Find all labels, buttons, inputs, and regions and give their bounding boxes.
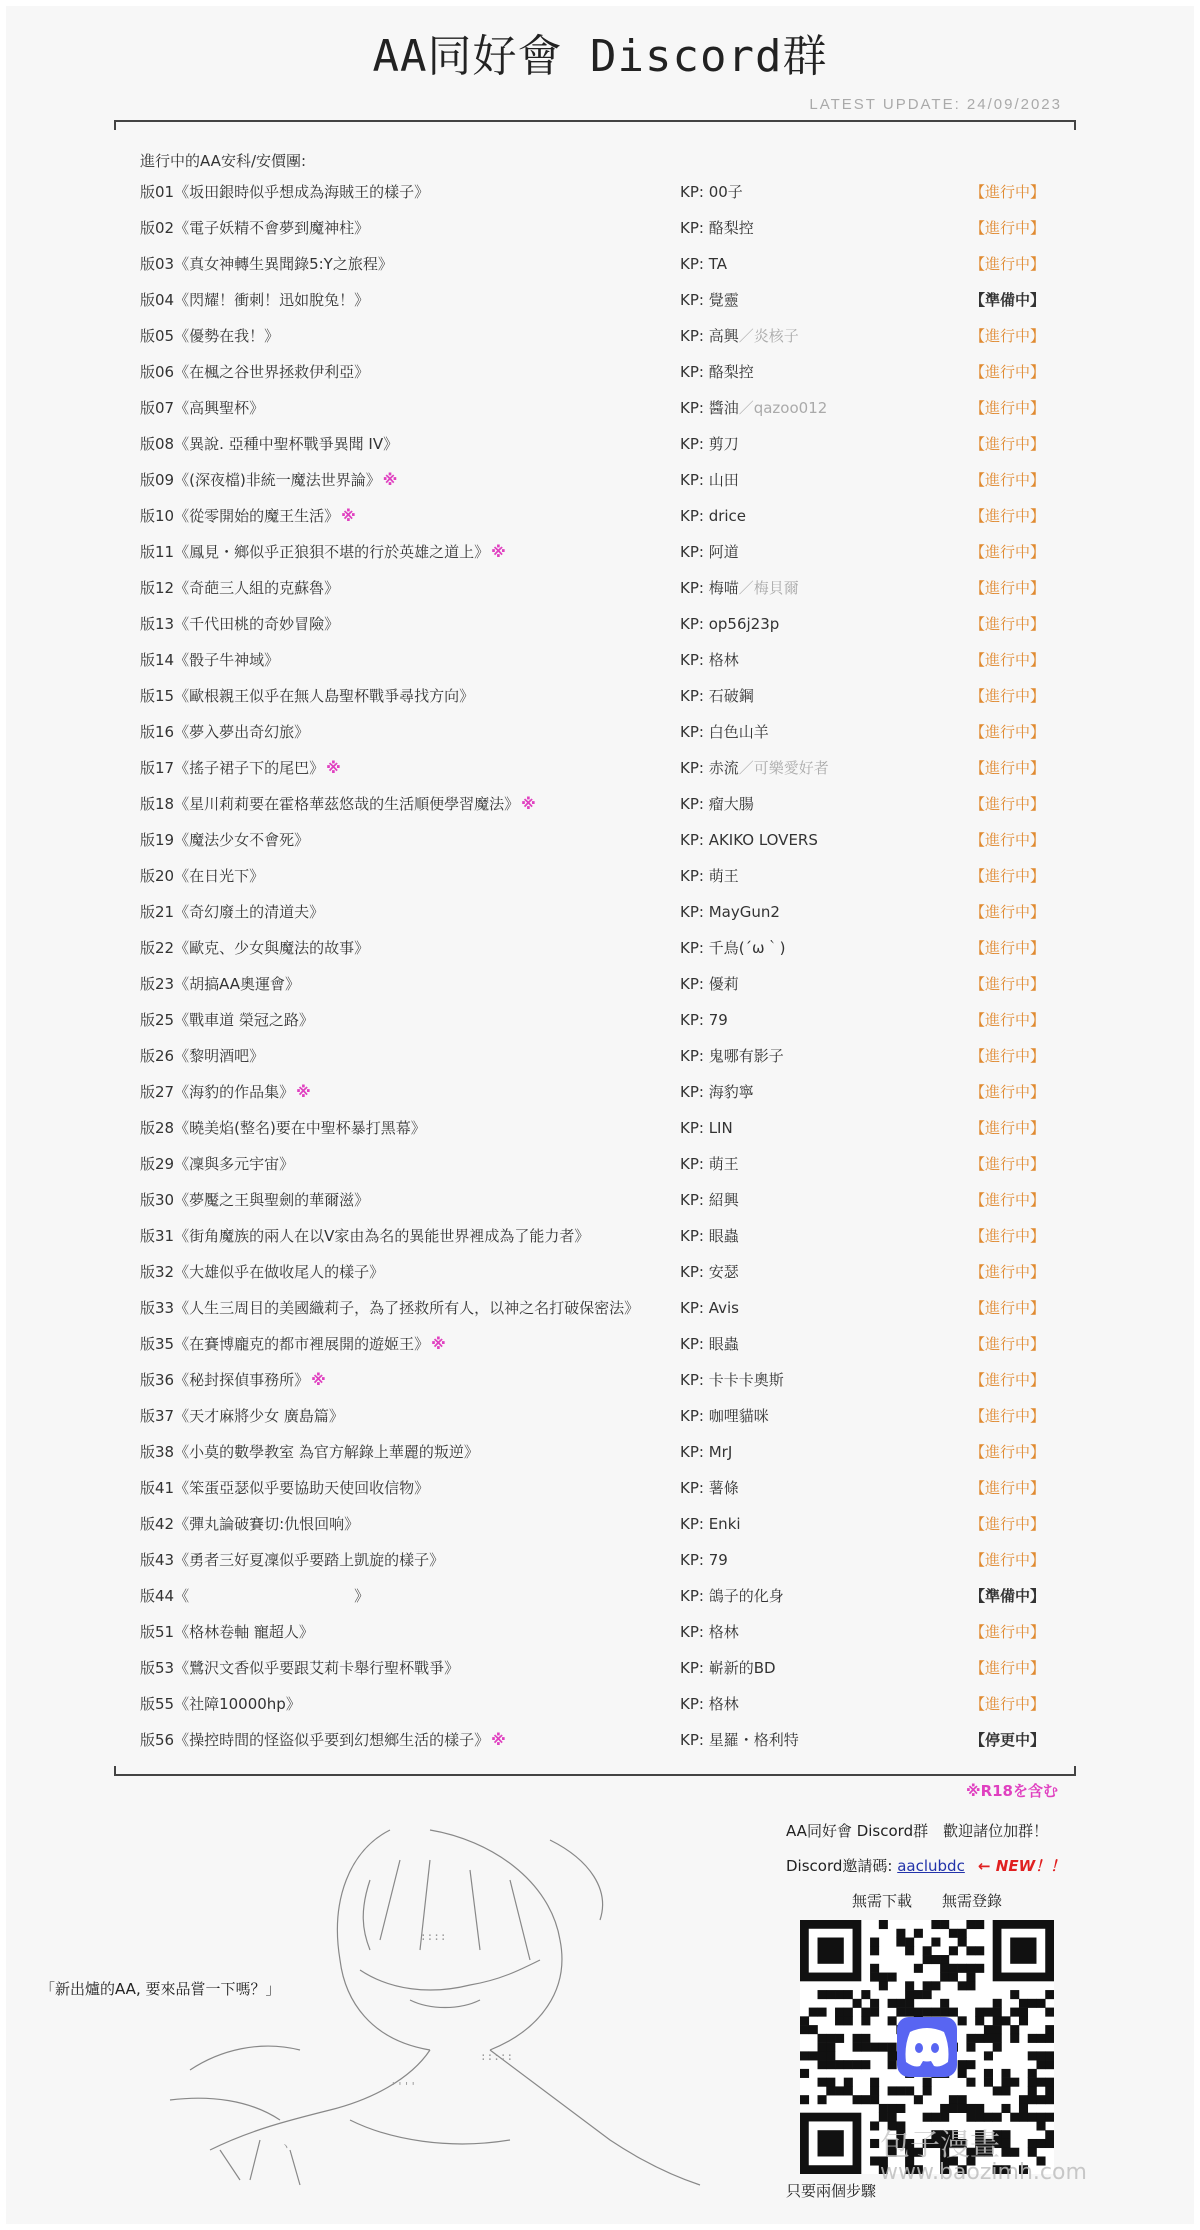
session-title: 版38《小莫的數學教室 為官方解錄上華麗的叛逆》: [140, 1443, 479, 1461]
session-row: [140, 1728, 1046, 1764]
session-title: 版01《坂田銀時似乎想成為海賊王的樣子》: [140, 183, 430, 201]
session-row: [140, 792, 1046, 828]
session-kp: KP: 白色山羊: [680, 723, 769, 741]
session-kp: KP: 星羅・格利特: [680, 1731, 799, 1749]
session-title: 版26《黎明酒吧》: [140, 1047, 265, 1065]
session-status: 【進行中】: [970, 1371, 1046, 1389]
session-kp: KP: Avis: [680, 1299, 739, 1317]
session-row: [140, 1512, 1046, 1548]
session-row: [140, 1440, 1046, 1476]
session-status: 【進行中】: [970, 471, 1046, 489]
r18-mark: ※: [326, 759, 341, 777]
session-title: 版30《夢魘之王與聖劍的華爾滋》: [140, 1191, 370, 1209]
session-title: 版35《在賽博龐克的都市裡展開的遊姬王》 ※: [140, 1335, 446, 1353]
session-row: [140, 828, 1046, 864]
session-title: 版42《彈丸論破賽切:仇恨回响》: [140, 1515, 360, 1533]
session-kp: KP: TA: [680, 255, 727, 273]
session-title: 版03《真女神轉生異聞錄5:Y之旅程》: [140, 255, 393, 273]
session-status: 【進行中】: [970, 795, 1046, 813]
session-title: 版05《優勢在我！》: [140, 327, 280, 345]
session-row: [140, 288, 1046, 324]
session-kp: KP: 79: [680, 1551, 728, 1569]
session-row: [140, 1332, 1046, 1368]
session-row: [140, 648, 1046, 684]
svg-text:::::: ::::: [420, 1930, 447, 1943]
session-title: 版12《奇葩三人組的克蘇魯》: [140, 579, 340, 597]
session-status: 【進行中】: [970, 1263, 1046, 1281]
session-row: [140, 324, 1046, 360]
session-title: 版27《海豹的作品集》 ※: [140, 1083, 311, 1101]
watermark-url: www.baozimh.com: [880, 2160, 1087, 2185]
session-title: 版13《千代田桃的奇妙冒險》: [140, 615, 340, 633]
new-tag: ← NEW！！: [978, 1857, 1066, 1875]
session-kp: KP: 萌王: [680, 867, 739, 885]
session-title: 版32《大雄似乎在做收尾人的樣子》: [140, 1263, 385, 1281]
session-row: [140, 1692, 1046, 1728]
session-row: [140, 1296, 1046, 1332]
session-status: 【準備中】: [970, 291, 1046, 309]
session-kp: KP: 鴿子的化身: [680, 1587, 784, 1605]
session-row: [140, 864, 1046, 900]
session-status: 【進行中】: [970, 543, 1046, 561]
session-title: 版06《在楓之谷世界拯救伊利亞》: [140, 363, 370, 381]
session-kp: KP: MrJ: [680, 1443, 733, 1461]
kp-alias: ／可樂愛好者: [738, 759, 829, 777]
r18-mark: ※: [341, 507, 356, 525]
session-kp: KP: 阿道: [680, 543, 739, 561]
r18-mark: ※: [382, 471, 398, 489]
session-kp: KP: 格林: [680, 1623, 739, 1641]
session-status: 【進行中】: [970, 687, 1046, 705]
session-title: 版25《戰車道 榮冠之路》: [140, 1011, 314, 1029]
session-row: [140, 1116, 1046, 1152]
session-status: 【進行中】: [970, 903, 1046, 921]
session-status: 【進行中】: [970, 1695, 1046, 1713]
session-status: 【進行中】: [970, 435, 1046, 453]
session-row: [140, 504, 1046, 540]
session-kp: KP: 梅喵／梅貝爾: [680, 579, 799, 597]
session-kp: KP: 眼蟲: [680, 1227, 739, 1245]
session-status: 【進行中】: [970, 1479, 1046, 1497]
r18-mark: ※: [431, 1335, 446, 1353]
session-list: [140, 180, 1046, 1764]
session-row: [140, 1584, 1046, 1620]
session-status: 【進行中】: [970, 1011, 1046, 1029]
session-row: [140, 1080, 1046, 1116]
session-kp: KP: 高興／炎核子: [680, 327, 799, 345]
session-row: [140, 684, 1046, 720]
session-title: 版09《(深夜檔)非統一魔法世界論》 ※: [140, 471, 398, 489]
session-status: 【進行中】: [970, 363, 1046, 381]
session-kp: KP: 嶄新的BD: [680, 1659, 776, 1677]
ascii-art-illustration: [130, 1820, 740, 2190]
session-status: 【進行中】: [970, 1659, 1046, 1677]
session-title: 版21《奇幻廢土的清道夫》: [140, 903, 325, 921]
session-status: 【進行中】: [970, 723, 1046, 741]
session-title: 版20《在日光下》: [140, 867, 265, 885]
session-title: 版15《歐根親王似乎在無人島聖杯戰爭尋找方向》: [140, 687, 475, 705]
session-row: [140, 180, 1046, 216]
session-row: [140, 1620, 1046, 1656]
session-kp: KP: 安瑟: [680, 1263, 739, 1281]
session-row: [140, 1188, 1046, 1224]
session-kp: KP: drice: [680, 507, 747, 525]
session-kp: KP: op56j23p: [680, 615, 780, 633]
session-status: 【準備中】: [970, 1587, 1046, 1605]
session-title: 版28《曉美焰(整名)要在中聖杯暴打黑幕》: [140, 1119, 426, 1137]
session-title: 版41《笨蛋亞瑟似乎要協助天使回收信物》: [140, 1479, 430, 1497]
session-kp: KP: Enki: [680, 1515, 741, 1533]
session-row: [140, 1548, 1046, 1584]
r18-mark: ※: [296, 1083, 311, 1101]
session-status: 【進行中】: [970, 1299, 1046, 1317]
discord-invite: [786, 1855, 965, 1876]
session-row: [140, 1260, 1046, 1296]
session-kp: KP: 00子: [680, 183, 743, 201]
discord-welcome: AA同好會 Discord群 歡迎諸位加群！: [786, 1822, 1049, 1840]
session-kp: KP: 酪梨控: [680, 219, 754, 237]
session-title: 版16《夢入夢出奇幻旅》: [140, 723, 310, 741]
session-status: 【進行中】: [970, 1623, 1046, 1641]
session-title: 版31《街角魔族的兩人在以V家由為名的異能世界裡成為了能力者》: [140, 1227, 590, 1245]
session-row: [140, 360, 1046, 396]
session-title: 版10《從零開始的魔王生活》 ※: [140, 507, 356, 525]
session-title: 版29《凜與多元宇宙》: [140, 1155, 295, 1173]
kp-alias: ／qazoo012: [738, 399, 828, 417]
session-status: 【進行中】: [970, 975, 1046, 993]
session-title: 版53《鷺沢文香似乎要跟艾莉卡舉行聖杯戰爭》: [140, 1659, 460, 1677]
session-row: [140, 576, 1046, 612]
session-kp: KP: 優莉: [680, 975, 739, 993]
session-title: 版08《異說. 亞種中聖杯戰爭異聞 IV》: [140, 435, 399, 453]
session-status: 【進行中】: [970, 219, 1046, 237]
session-title: 版23《胡搞AA奧運會》: [140, 975, 301, 993]
session-kp: KP: 赤流／可樂愛好者: [680, 759, 829, 777]
session-kp: KP: 薯條: [680, 1479, 739, 1497]
r18-mark: ※: [491, 1731, 506, 1749]
session-title: 版11《鳳見・鄉似乎正狼狽不堪的行於英雄之道上》 ※: [140, 543, 506, 561]
session-status: 【進行中】: [970, 1047, 1046, 1065]
session-status: 【進行中】: [970, 255, 1046, 273]
session-status: 【進行中】: [970, 831, 1046, 849]
session-row: [140, 540, 1046, 576]
session-row: [140, 900, 1046, 936]
discord-eye-icon: [931, 2043, 939, 2053]
session-title: 版02《電子妖精不會夢到魔神柱》: [140, 219, 370, 237]
session-kp: KP: 山田: [680, 471, 739, 489]
session-row: [140, 216, 1046, 252]
session-kp: KP: 萌王: [680, 1155, 739, 1173]
r18-mark: ※: [311, 1371, 326, 1389]
svg-text:'''': '''': [390, 2080, 417, 2093]
session-title: 版44《 》: [140, 1587, 370, 1605]
session-kp: KP: LIN: [680, 1119, 733, 1137]
r18-mark: ※: [491, 543, 506, 561]
session-status: 【進行中】: [970, 1119, 1046, 1137]
session-status: 【進行中】: [970, 327, 1046, 345]
session-row: [140, 1008, 1046, 1044]
session-status: 【進行中】: [970, 1155, 1046, 1173]
svg-text::::::: :::::: [480, 2050, 514, 2063]
discord-eye-icon: [915, 2043, 923, 2053]
session-status: 【停更中】: [970, 1731, 1046, 1749]
session-title: 版33《人生三周目的美國織莉子，為了拯救所有人，以神之名打破保密法》: [140, 1299, 640, 1317]
discord-invite-link[interactable]: aaclubdc: [897, 1857, 965, 1875]
session-kp: KP: 剪刀: [680, 435, 739, 453]
session-row: [140, 612, 1046, 648]
session-title: 版04《閃耀！衝刺！迅如脫兔！》: [140, 291, 370, 309]
session-kp: KP: 千鳥(´ω｀): [680, 939, 786, 957]
session-row: [140, 1404, 1046, 1440]
session-row: [140, 396, 1046, 432]
session-title: 版55《社障10000hp》: [140, 1695, 301, 1713]
session-row: [140, 1476, 1046, 1512]
session-title: 版43《勇者三好夏凜似乎要踏上凱旋的樣子》: [140, 1551, 445, 1569]
svg-text:ヽ: ヽ: [280, 2140, 291, 2153]
session-status: 【進行中】: [970, 507, 1046, 525]
session-status: 【進行中】: [970, 579, 1046, 597]
r18-mark: ※: [521, 795, 536, 813]
session-kp: KP: MayGun2: [680, 903, 780, 921]
session-kp: KP: 覺靈: [680, 291, 739, 309]
kp-alias: ／炎核子: [738, 327, 799, 345]
session-kp: KP: 紹興: [680, 1191, 739, 1209]
session-title: 版14《骰子牛神域》: [140, 651, 280, 669]
watermark-text: 包子漫畫: [880, 2128, 1000, 2163]
session-title: 版17《搖子裙子下的尾巴》 ※: [140, 759, 341, 777]
session-status: 【進行中】: [970, 1335, 1046, 1353]
session-kp: KP: AKIKO LOVERS: [680, 831, 818, 849]
session-status: 【進行中】: [970, 615, 1046, 633]
last-update: LATEST UPDATE: 24/09/2023: [809, 96, 1062, 113]
session-status: 【進行中】: [970, 1515, 1046, 1533]
session-kp: KP: 79: [680, 1011, 728, 1029]
session-row: [140, 972, 1046, 1008]
session-row: [140, 252, 1046, 288]
session-status: 【進行中】: [970, 399, 1046, 417]
session-status: 【進行中】: [970, 1551, 1046, 1569]
session-row: [140, 1152, 1046, 1188]
session-kp: KP: 格林: [680, 1695, 739, 1713]
session-kp: KP: 咖哩貓咪: [680, 1407, 769, 1425]
discord-invite-label: Discord邀請碼:: [786, 1857, 893, 1875]
kp-alias: ／梅貝爾: [738, 579, 799, 597]
session-status: 【進行中】: [970, 183, 1046, 201]
session-kp: KP: 卡卡卡奧斯: [680, 1371, 784, 1389]
list-bottom-bracket: [114, 1766, 1076, 1776]
session-status: 【進行中】: [970, 651, 1046, 669]
session-title: 版51《格林卷軸 寵超人》: [140, 1623, 314, 1641]
r18-note: ※R18を含む: [965, 1782, 1058, 1800]
discord-steps-note: 只要兩個步驟: [786, 2182, 877, 2200]
session-kp: KP: 醬油／qazoo012: [680, 399, 828, 417]
session-status: 【進行中】: [970, 1191, 1046, 1209]
session-status: 【進行中】: [970, 1407, 1046, 1425]
session-row: [140, 1656, 1046, 1692]
list-heading: 進行中的AA安科/安價團:: [140, 152, 307, 170]
session-row: [140, 720, 1046, 756]
session-row: [140, 1044, 1046, 1080]
session-title: 版37《天才麻將少女 廣島篇》: [140, 1407, 344, 1425]
session-title: 版36《秘封探偵事務所》 ※: [140, 1371, 326, 1389]
session-kp: KP: 石破鋼: [680, 687, 754, 705]
session-row: [140, 432, 1046, 468]
list-top-bracket: [114, 120, 1076, 130]
session-row: [140, 1224, 1046, 1260]
session-row: [140, 468, 1046, 504]
session-kp: KP: 格林: [680, 651, 739, 669]
session-kp: KP: 鬼哪有影子: [680, 1047, 784, 1065]
session-status: 【進行中】: [970, 1227, 1046, 1245]
session-status: 【進行中】: [970, 759, 1046, 777]
session-kp: KP: 海豹寧: [680, 1083, 754, 1101]
discord-no-download-note: 無需下載 無需登錄: [852, 1892, 1003, 1910]
session-kp: KP: 瘤大腸: [680, 795, 754, 813]
session-row: [140, 756, 1046, 792]
session-title: 版22《歐克、少女與魔法的故事》: [140, 939, 370, 957]
session-status: 【進行中】: [970, 1083, 1046, 1101]
session-row: [140, 1368, 1046, 1404]
session-title: 版18《星川莉莉要在霍格華茲悠哉的生活順便學習魔法》 ※: [140, 795, 536, 813]
session-status: 【進行中】: [970, 1443, 1046, 1461]
speech-caption: 「新出爐的AA, 要來品嘗一下嗎？」: [40, 1980, 281, 1998]
session-status: 【進行中】: [970, 939, 1046, 957]
session-title: 版07《高興聖杯》: [140, 399, 265, 417]
session-row: [140, 936, 1046, 972]
session-title: 版19《魔法少女不會死》: [140, 831, 310, 849]
page-title: AA同好會 Discord群: [372, 31, 828, 82]
session-kp: KP: 酪梨控: [680, 363, 754, 381]
session-kp: KP: 眼蟲: [680, 1335, 739, 1353]
discord-face-icon: [906, 2028, 949, 2067]
session-title: 版56《操控時間的怪盜似乎要到幻想鄉生活的樣子》 ※: [140, 1731, 506, 1749]
session-status: 【進行中】: [970, 867, 1046, 885]
